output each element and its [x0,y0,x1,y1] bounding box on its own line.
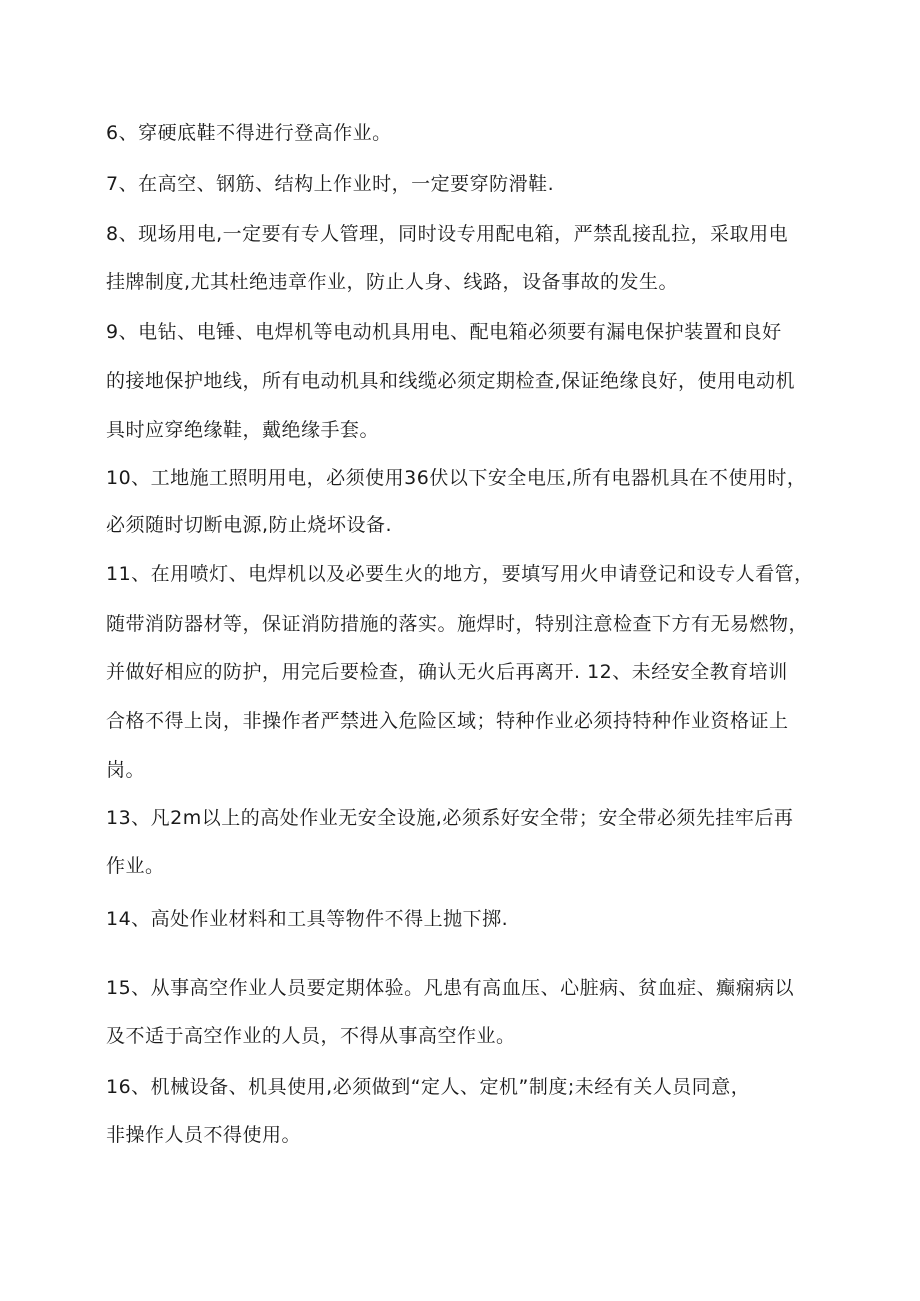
text-line-12: 并做好相应的防护，用完后要检查，确认无火后再离开. 12、未经安全教育培训 [106,661,788,683]
text-line-15: 13、凡2m以上的高处作业无安全设施,必须系好安全带；安全带必须先挂牢后再 [106,807,794,829]
text-line-16: 作业。 [106,855,165,877]
text-line-19: 及不适于高空作业的人员，不得从事高空作业。 [106,1025,516,1047]
text-line-21: 非操作人员不得使用。 [106,1124,302,1146]
text-line-1: 6、穿硬底鞋不得进行登高作业。 [106,122,392,144]
text-line-11: 随带消防器材等，保证消防措施的落实。施焊时，特别注意检查下方有无易燃物， [106,613,809,635]
text-line-4: 挂牌制度,尤其杜绝违章作业，防止人身、线路，设备事故的发生。 [106,271,679,293]
text-line-14: 岗。 [106,759,146,781]
text-line-3: 8、现场用电,一定要有专人管理，同时设专用配电箱，严禁乱接乱拉，采取用电 [106,223,789,245]
text-line-17: 14、高处作业材料和工具等物件不得上抛下掷. [106,908,509,930]
text-line-2: 7、在高空、钢筋、结构上作业时，一定要穿防滑鞋. [106,173,555,195]
text-line-7: 具时应穿绝缘鞋，戴绝缘手套。 [106,419,380,441]
text-line-5: 9、电钻、电锤、电焊机等电动机具用电、配电箱必须要有漏电保护装置和良好 [106,321,782,343]
text-line-10: 11、在用喷灯、电焊机以及必要生火的地方，要填写用火申请登记和设专人看管， [106,563,814,585]
text-line-13: 合格不得上岗，非操作者严禁进入危险区域；特种作业必须持特种作业资格证上 [106,710,789,732]
text-line-8: 10、工地施工照明用电，必须使用36伏以下安全电压,所有电器机具在不使用时， [106,467,807,489]
text-line-18: 15、从事高空作业人员要定期体验。凡患有高血压、心脏病、贫血症、癫痫病以 [106,977,795,999]
text-line-6: 的接地保护地线，所有电动机具和线缆必须定期检查,保证绝缘良好，使用电动机 [106,370,796,392]
text-line-20: 16、机械设备、机具使用,必须做到“定人、定机”制度;未经有关人员同意， [106,1076,751,1098]
text-line-9: 必须随时切断电源,防止烧坏设备. [106,514,393,536]
